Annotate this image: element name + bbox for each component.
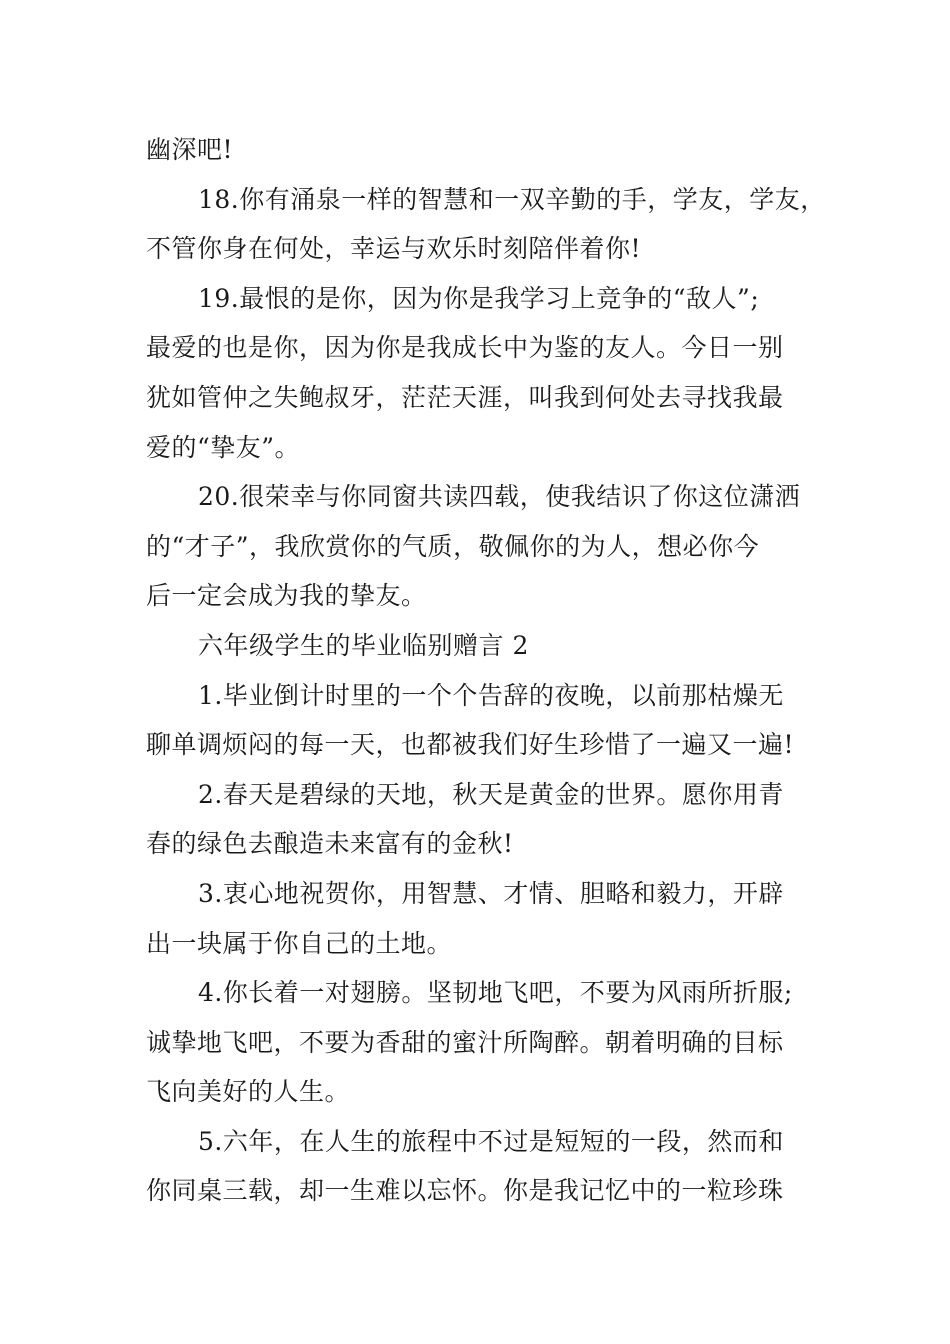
text-line: 后一定会成为我的挚友。 bbox=[146, 581, 427, 611]
paragraph-item-2 bbox=[146, 770, 826, 869]
text-line: 聊单调烦闷的每一天，也都被我们好生珍惜了一遍又一遍! bbox=[146, 730, 795, 760]
paragraph-item-4 bbox=[146, 968, 826, 1117]
paragraph-item-18 bbox=[146, 175, 826, 274]
text-line: 飞向美好的人生。 bbox=[146, 1077, 351, 1107]
paragraph-item-5 bbox=[146, 1117, 826, 1216]
text-line: 诚挚地飞吧，不要为香甜的蜜汁所陶醉。朝着明确的目标 bbox=[146, 1027, 784, 1057]
text-line: 不管你身在何处，幸运与欢乐时刻陪伴着你! bbox=[146, 234, 642, 264]
text-line: 的“才子”，我欣赏你的气质，敬佩你的为人，想必你今 bbox=[146, 531, 760, 561]
text-line: 3.衷心地祝贺你，用智慧、才情、胆略和毅力，开辟 bbox=[198, 878, 784, 908]
text-line: 20.很荣幸与你同窗共读四载，使我结识了你这位潇洒 bbox=[198, 482, 801, 512]
text-line: 5.六年，在人生的旅程中不过是短短的一段，然而和 bbox=[198, 1126, 784, 1156]
paragraph-item-20 bbox=[146, 472, 826, 621]
text-line: 幽深吧! bbox=[146, 135, 234, 164]
text-line: 最爱的也是你，因为你是我成长中为鉴的友人。今日一别 bbox=[146, 333, 784, 363]
text-line: 春的绿色去酿造未来富有的金秋! bbox=[146, 829, 514, 859]
paragraph-item-1 bbox=[146, 671, 826, 770]
paragraph-item-19 bbox=[146, 274, 826, 472]
text-line: 1.毕业倒计时里的一个个告辞的夜晚，以前那枯燥无 bbox=[198, 680, 784, 710]
text-line: 你同桌三载，却一生难以忘怀。你是我记忆中的一粒珍珠 bbox=[146, 1176, 784, 1206]
heading-text: 六年级学生的毕业临别赠言 2 bbox=[198, 630, 529, 660]
paragraph-continuation bbox=[146, 125, 826, 175]
section-heading bbox=[146, 621, 826, 671]
text-line: 19.最恨的是你，因为你是我学习上竞争的“敌人”; bbox=[198, 283, 760, 313]
text-line: 4.你长着一对翅膀。坚韧地飞吧，不要为风雨所折服; bbox=[198, 978, 793, 1008]
text-line: 犹如管仲之失鲍叔牙，茫茫天涯，叫我到何处去寻找我最 bbox=[146, 382, 784, 412]
document-body bbox=[146, 125, 826, 1216]
text-line: 爱的“挚友”。 bbox=[146, 432, 301, 462]
text-line: 出一块属于你自己的土地。 bbox=[146, 928, 453, 958]
text-line: 2.春天是碧绿的天地，秋天是黄金的世界。愿你用青 bbox=[198, 779, 784, 809]
paragraph-item-3 bbox=[146, 869, 826, 968]
text-line: 18.你有涌泉一样的智慧和一双辛勤的手，学友，学友， bbox=[198, 184, 826, 214]
